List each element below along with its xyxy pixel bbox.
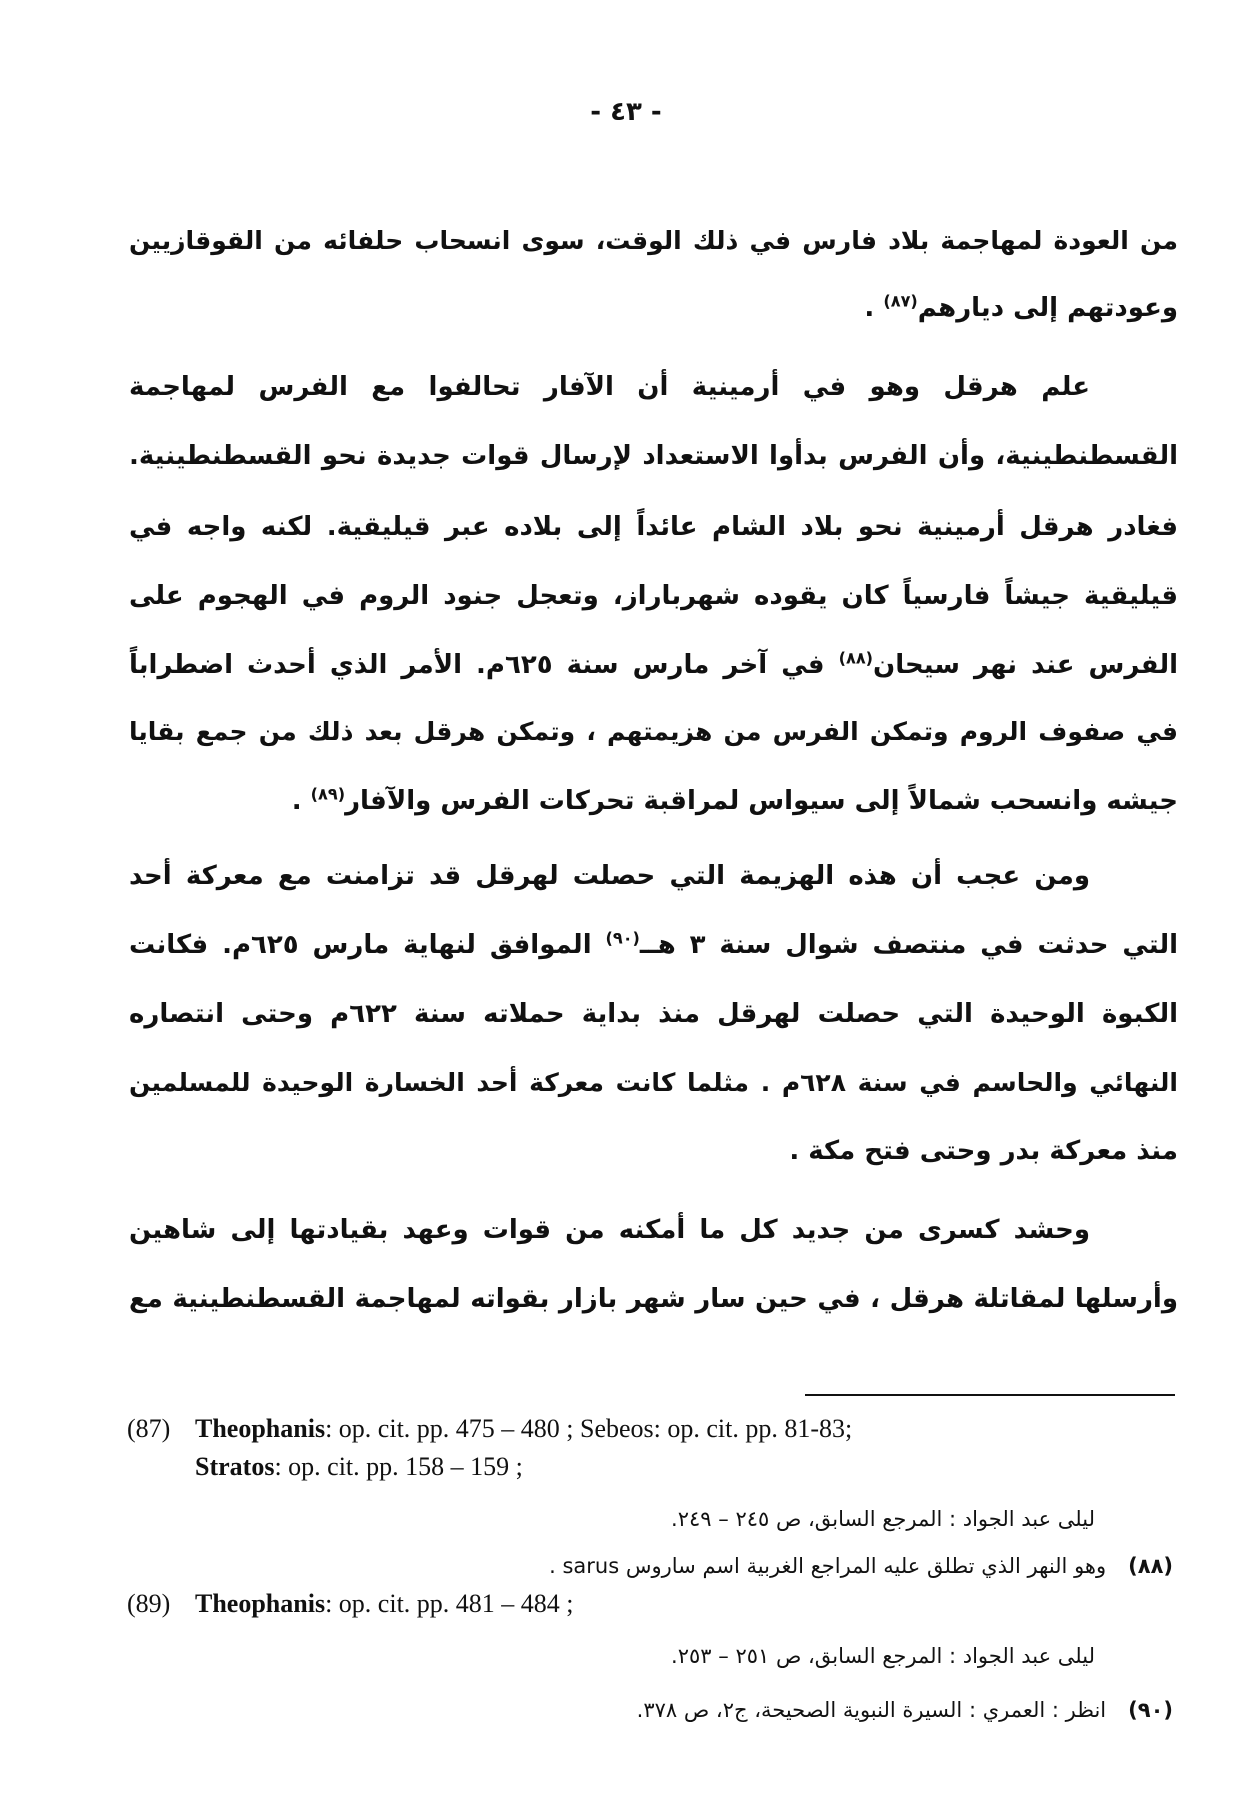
footnote-number: (87) <box>127 1414 171 1443</box>
footnote-ref-88: (٨٨) <box>838 648 874 668</box>
body-text: . <box>291 786 311 816</box>
body-line: وأرسلها لمقاتلة هرقل ، في حين سار شهر بازار بقواته لمهاجمة القسطنطينية مع <box>129 1284 1178 1314</box>
footnote-separator <box>805 1394 1175 1396</box>
body-text: التي حدثت في منتصف شوال سنة ٣ هــ <box>639 930 1178 960</box>
body-line: وحشد كسرى من جديد كل ما أمكنه من قوات وعهد بقيادتها إلى شاهين <box>129 1215 1090 1245</box>
footnote-author: Theophanis <box>195 1414 326 1443</box>
body-line: النهائي والحاسم في سنة ٦٢٨م . مثلما كانت معركة أحد الخسارة الوحيدة للمسلمين <box>129 1068 1178 1097</box>
page-number: - ٤٣ - <box>590 97 662 127</box>
body-line <box>129 643 1178 687</box>
footnote-88 <box>549 1550 1173 1582</box>
footnote-text: وهو النهر الذي تطلق عليه المراجع الغربية اسم ساروس sarus . <box>549 1554 1107 1578</box>
footnote-text: : op. cit. pp. 475 – 480 ; Sebeos: op. cit. pp. 81-83; <box>325 1414 853 1443</box>
body-text: جيشه وانسحب شمالاً إلى سيواس لمراقبة تحركات الفرس والآفار <box>345 786 1178 816</box>
body-line: من العودة لمهاجمة بلاد فارس في ذلك الوقت، سوى انسحاب حلفائه من القوقازيين <box>129 226 1178 255</box>
body-line: الكبوة الوحيدة التي حصلت لهرقل منذ بداية حملاته سنة ٦٢٢م وحتى انتصاره <box>129 999 1178 1029</box>
footnote-89-arabic: ليلى عبد الجواد : المرجع السابق، ص ٢٥١ – ٢٥٣. <box>671 1644 1095 1668</box>
footnote-text: : op. cit. pp. 481 – 484 ; <box>325 1589 574 1618</box>
body-line: قيليقية جيشاً فارسياً كان يقوده شهرباراز، وتعجل جنود الروم في الهجوم على <box>129 581 1178 611</box>
footnote-author: Stratos <box>195 1452 275 1481</box>
body-line: في صفوف الروم وتمكن الفرس من هزيمتهم ، وتمكن هرقل بعد ذلك من جمع بقايا <box>129 717 1178 746</box>
footnote-87-line-2 <box>195 1451 523 1483</box>
footnote-number: (٩٠) <box>1128 1698 1173 1722</box>
footnote-number: (٨٨) <box>1128 1554 1173 1578</box>
footnote-ref-87: (٨٧) <box>883 291 918 311</box>
footnote-87 <box>127 1413 852 1445</box>
footnote-90 <box>637 1694 1173 1726</box>
body-line <box>129 779 1178 823</box>
body-text: . <box>864 293 884 323</box>
body-text: في آخر مارس سنة ٦٢٥م. الأمر الذي أحدث اضطراباً <box>129 650 839 680</box>
footnote-author: Theophanis <box>195 1589 326 1618</box>
body-line: القسطنطينية، وأن الفرس بدأوا الاستعداد لإرسال قوات جديدة نحو القسطنطينية. <box>129 441 1178 471</box>
footnote-ref-90: (٩٠) <box>605 928 640 948</box>
body-text: الفرس عند نهر سيحان <box>873 650 1178 680</box>
body-line <box>129 286 1178 330</box>
footnote-87-arabic: ليلى عبد الجواد : المرجع السابق، ص ٢٤٥ – ٢٤٩. <box>671 1507 1095 1531</box>
footnote-number: (89) <box>127 1589 171 1618</box>
body-line: فغادر هرقل أرمينية نحو بلاد الشام عائداً إلى بلاده عبر قيليقية. لكنه واجه في <box>129 512 1178 542</box>
body-line: ومن عجب أن هذه الهزيمة التي حصلت لهرقل قد تزامنت مع معركة أحد <box>129 861 1090 891</box>
body-text: الموافق لنهاية مارس ٦٢٥م. فكانت <box>129 930 606 960</box>
body-line <box>129 923 1178 967</box>
body-text: وعودتهم إلى ديارهم <box>917 293 1178 323</box>
footnote-89 <box>127 1588 574 1620</box>
footnote-text: : op. cit. pp. 158 – 159 ; <box>274 1452 523 1481</box>
footnote-ref-89: (٨٩) <box>310 784 346 804</box>
footnote-text: انظر : العمري : السيرة النبوية الصحيحة، ج٢، ص ٣٧٨. <box>636 1698 1107 1722</box>
body-line: علم هرقل وهو في أرمينية أن الآفار تحالفوا مع الفرس لمهاجمة <box>129 372 1090 402</box>
body-line: منذ معركة بدر وحتى فتح مكة . <box>789 1136 1178 1166</box>
